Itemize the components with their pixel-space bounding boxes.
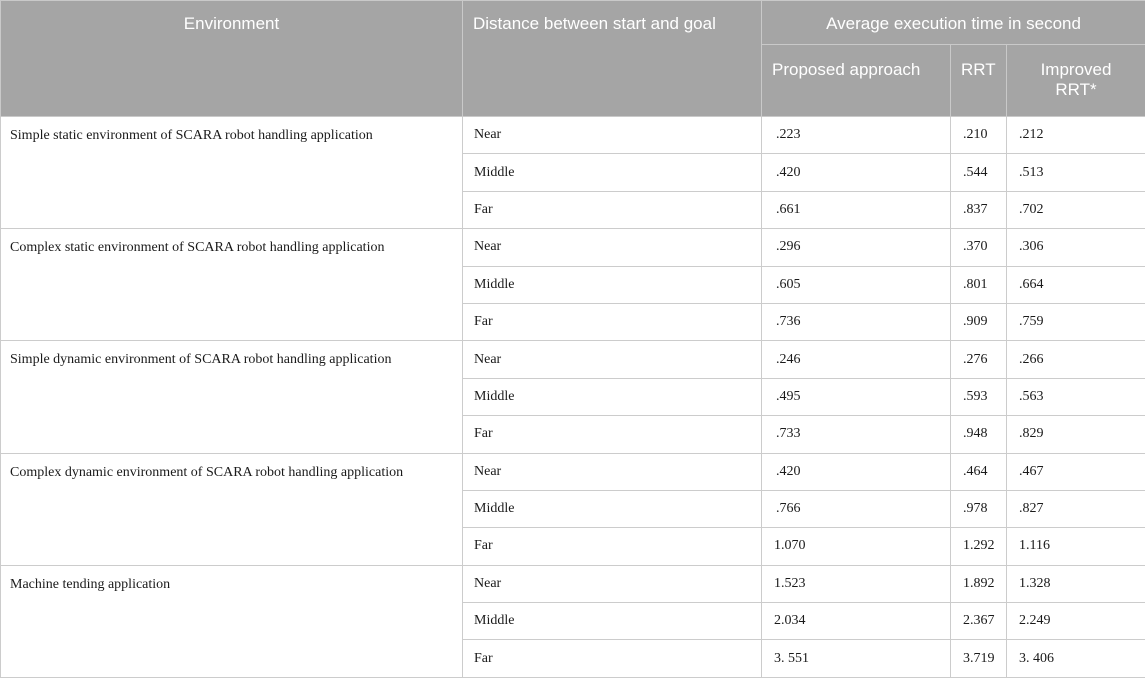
- proposed-cell: 1.523: [762, 565, 951, 602]
- distance-cell: Middle: [463, 154, 762, 191]
- improved-rrt-cell: .513: [1007, 154, 1145, 191]
- distance-cell: Near: [463, 229, 762, 266]
- improved-rrt-cell: .212: [1007, 117, 1145, 154]
- header-proposed-approach: Proposed approach: [762, 45, 951, 117]
- distance-cell: Near: [463, 341, 762, 378]
- rrt-cell: .978: [951, 490, 1007, 527]
- rrt-cell: .837: [951, 191, 1007, 228]
- proposed-cell: .661: [762, 191, 951, 228]
- header-distance: Distance between start and goal: [463, 1, 762, 117]
- distance-cell: Far: [463, 640, 762, 677]
- proposed-cell: .420: [762, 453, 951, 490]
- environment-cell: Machine tending application: [1, 565, 463, 677]
- improved-rrt-cell: .664: [1007, 266, 1145, 303]
- rrt-cell: .909: [951, 303, 1007, 340]
- distance-cell: Middle: [463, 266, 762, 303]
- distance-cell: Near: [463, 453, 762, 490]
- improved-rrt-cell: .266: [1007, 341, 1145, 378]
- table-row: [1, 117, 1145, 154]
- improved-rrt-cell: .759: [1007, 303, 1145, 340]
- rrt-cell: .276: [951, 341, 1007, 378]
- proposed-cell: .495: [762, 378, 951, 415]
- proposed-cell: .420: [762, 154, 951, 191]
- improved-rrt-cell: .563: [1007, 378, 1145, 415]
- table-row: [1, 453, 1145, 490]
- distance-cell: Far: [463, 528, 762, 565]
- rrt-cell: 2.367: [951, 603, 1007, 640]
- rrt-cell: .544: [951, 154, 1007, 191]
- improved-rrt-cell: 1.116: [1007, 528, 1145, 565]
- improved-rrt-cell: .829: [1007, 416, 1145, 453]
- proposed-cell: 1.070: [762, 528, 951, 565]
- rrt-cell: .464: [951, 453, 1007, 490]
- proposed-cell: .296: [762, 229, 951, 266]
- rrt-cell: .801: [951, 266, 1007, 303]
- improved-rrt-cell: 3. 406: [1007, 640, 1145, 677]
- improved-rrt-cell: .467: [1007, 453, 1145, 490]
- table-body: [1, 117, 1145, 678]
- proposed-cell: .766: [762, 490, 951, 527]
- proposed-cell: .223: [762, 117, 951, 154]
- header-environment: Environment: [1, 1, 463, 117]
- header-average-execution-time: Average execution time in second: [762, 1, 1145, 45]
- improved-rrt-cell: .306: [1007, 229, 1145, 266]
- table-header: [1, 1, 1145, 117]
- header-improved-line2: RRT*: [1055, 80, 1096, 99]
- rrt-cell: 1.892: [951, 565, 1007, 602]
- proposed-cell: .736: [762, 303, 951, 340]
- distance-cell: Near: [463, 565, 762, 602]
- rrt-cell: .210: [951, 117, 1007, 154]
- table-row: [1, 341, 1145, 378]
- environment-cell: Simple dynamic environment of SCARA robot handling application: [1, 341, 463, 453]
- proposed-cell: 3. 551: [762, 640, 951, 677]
- environment-cell: Complex static environment of SCARA robot handling application: [1, 229, 463, 341]
- improved-rrt-cell: .827: [1007, 490, 1145, 527]
- distance-cell: Far: [463, 303, 762, 340]
- header-rrt: RRT: [951, 45, 1007, 117]
- proposed-cell: 2.034: [762, 603, 951, 640]
- proposed-cell: .605: [762, 266, 951, 303]
- distance-cell: Near: [463, 117, 762, 154]
- distance-cell: Far: [463, 416, 762, 453]
- header-improved-rrt: [1007, 45, 1145, 117]
- rrt-cell: 1.292: [951, 528, 1007, 565]
- rrt-cell: .593: [951, 378, 1007, 415]
- distance-cell: Middle: [463, 378, 762, 415]
- distance-cell: Far: [463, 191, 762, 228]
- proposed-cell: .246: [762, 341, 951, 378]
- header-row-1: [1, 1, 1145, 45]
- improved-rrt-cell: 2.249: [1007, 603, 1145, 640]
- proposed-cell: .733: [762, 416, 951, 453]
- rrt-cell: .370: [951, 229, 1007, 266]
- distance-cell: Middle: [463, 603, 762, 640]
- rrt-cell: 3.719: [951, 640, 1007, 677]
- table-row: [1, 229, 1145, 266]
- environment-cell: Simple static environment of SCARA robot handling application: [1, 117, 463, 229]
- rrt-cell: .948: [951, 416, 1007, 453]
- improved-rrt-cell: 1.328: [1007, 565, 1145, 602]
- environment-cell: Complex dynamic environment of SCARA robot handling application: [1, 453, 463, 565]
- improved-rrt-cell: .702: [1007, 191, 1145, 228]
- distance-cell: Middle: [463, 490, 762, 527]
- table-row: [1, 565, 1145, 602]
- header-improved-line1: Improved: [1041, 60, 1112, 79]
